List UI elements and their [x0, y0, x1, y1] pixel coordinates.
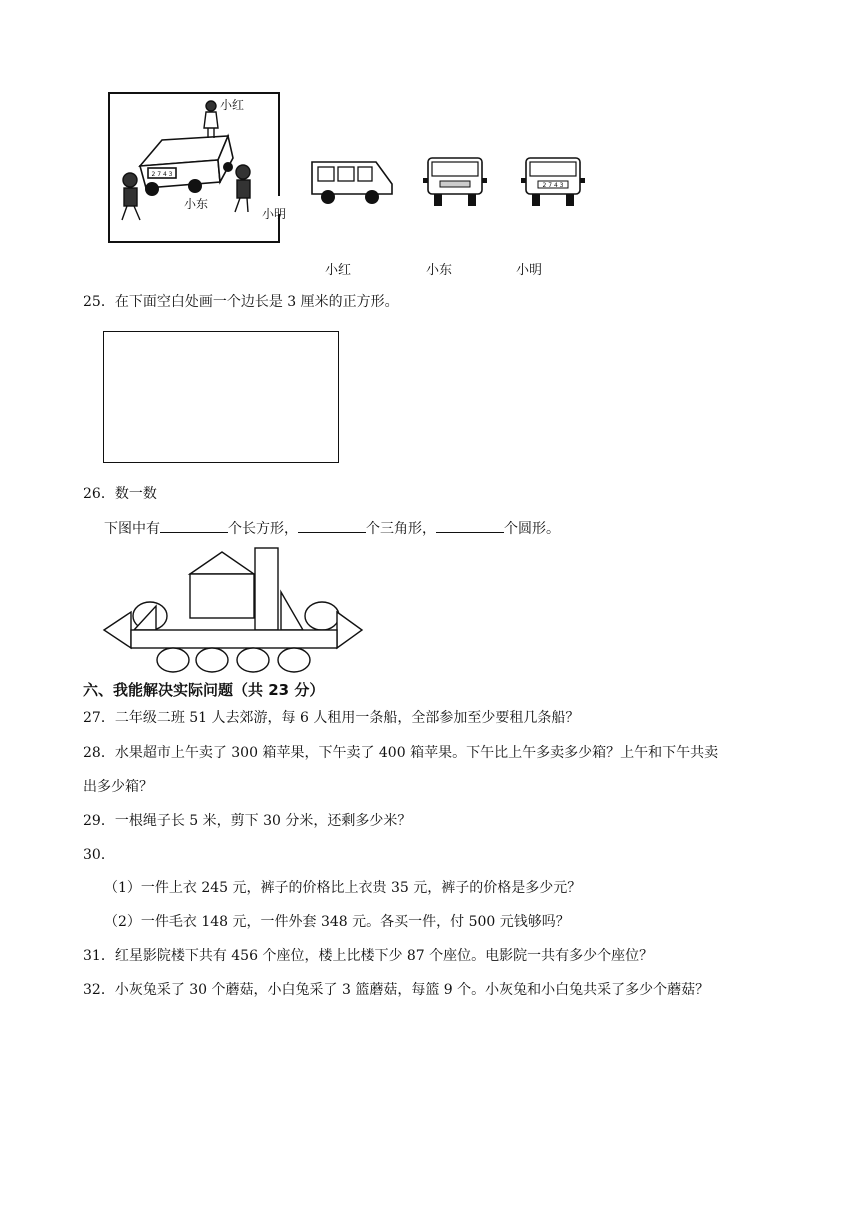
view-label-3: 小明: [516, 263, 543, 278]
scene-figure: [100, 88, 300, 248]
question-text: 二年级二班 51 人去郊游，每 6 人租用一条船，全部参加至少要租几条船？: [114, 710, 580, 726]
right-circle: [305, 602, 339, 630]
girl-figure: [204, 101, 218, 138]
van-back-view: [420, 154, 490, 210]
question-number: 30．: [83, 847, 115, 863]
van-side-view: [306, 156, 398, 208]
question-28: [83, 743, 718, 763]
question-30: [83, 845, 115, 865]
scene-label-xiaoming: 小明: [262, 207, 287, 221]
wheel-circle-1: [157, 648, 189, 672]
question-28-line2: 出多少箱？: [83, 779, 153, 795]
question-30-sub2: （2）一件毛衣 148 元，一件外套 348 元。各买一件，付 500 元钱够吗？: [104, 914, 570, 930]
triangle-count-blank[interactable]: [298, 518, 366, 533]
question-31: [83, 946, 653, 966]
hull-rectangle: [131, 630, 337, 648]
left-end-triangle: [104, 612, 131, 648]
wheel-circle-4: [278, 648, 310, 672]
section-title: 六、我能解决实际问题（共 23 分）: [83, 681, 325, 699]
circle-count-blank[interactable]: [436, 518, 504, 533]
right-end-triangle: [337, 612, 362, 648]
question-27: [83, 708, 579, 728]
view-label-2: 小东: [426, 263, 453, 278]
question-text: 红星影院楼下共有 456 个座位，楼上比楼下少 87 个座位。电影院一共有多少个座位？: [114, 948, 654, 964]
question-number: 32．: [83, 982, 115, 998]
tower-rectangle: [255, 548, 278, 630]
question-text: 小灰兔采了 30 个蘑菇，小白兔采了 3 篮蘑菇，每篮 9 个。小灰兔和小白兔共采了多少个蘑菇？: [114, 982, 710, 998]
van-front-view: [518, 154, 588, 210]
scene-label-xiaodong: 小东: [184, 197, 209, 211]
question-29: [83, 811, 411, 831]
question-number: 26．: [83, 486, 115, 502]
part1-text: 个长方形，: [228, 521, 298, 537]
question-number: 28．: [83, 745, 115, 761]
scene-label-xiaohong: 小红: [220, 98, 245, 112]
house-rectangle: [190, 574, 254, 618]
question-number: 29．: [83, 813, 115, 829]
question-32: [83, 980, 709, 1000]
drawing-area[interactable]: [103, 331, 339, 463]
question-text: 在下面空白处画一个边长是 3 厘米的正方形。: [114, 294, 399, 310]
right-small-triangle: [281, 592, 303, 630]
question-number: 25．: [83, 294, 115, 310]
question-text: 一根绳子长 5 米，剪下 30 分米，还剩多少米？: [114, 813, 412, 829]
view-plate: 2 7 4 3: [542, 182, 564, 189]
shape-ship-figure: [100, 544, 366, 674]
question-text-line1: 水果超市上午卖了 300 箱苹果，下午卖了 400 箱苹果。下午比上午多卖多少箱？上午和下午共卖: [114, 745, 719, 761]
roof-triangle: [190, 552, 254, 574]
boy-right-figure: [235, 165, 250, 212]
part2-text: 个三角形，: [366, 521, 436, 537]
wheel-circle-3: [237, 648, 269, 672]
question-number: 27．: [83, 710, 115, 726]
question-30-sub1: （1）一件上衣 245 元，裤子的价格比上衣贵 35 元，裤子的价格是多少元？: [104, 880, 582, 896]
part3-text: 个圆形。: [504, 521, 560, 537]
question-26-body: [104, 518, 560, 539]
scene-plate: 2 7 4 3: [151, 171, 173, 178]
question-title: 数一数: [114, 486, 157, 502]
view-label-1: 小红: [325, 263, 352, 278]
rectangle-count-blank[interactable]: [160, 518, 228, 533]
question-number: 31．: [83, 948, 115, 964]
question-26: [83, 484, 157, 504]
boy-left-figure: [122, 173, 140, 220]
wheel-circle-2: [196, 648, 228, 672]
prefix-text: 下图中有: [104, 521, 160, 537]
question-25: [83, 292, 399, 312]
